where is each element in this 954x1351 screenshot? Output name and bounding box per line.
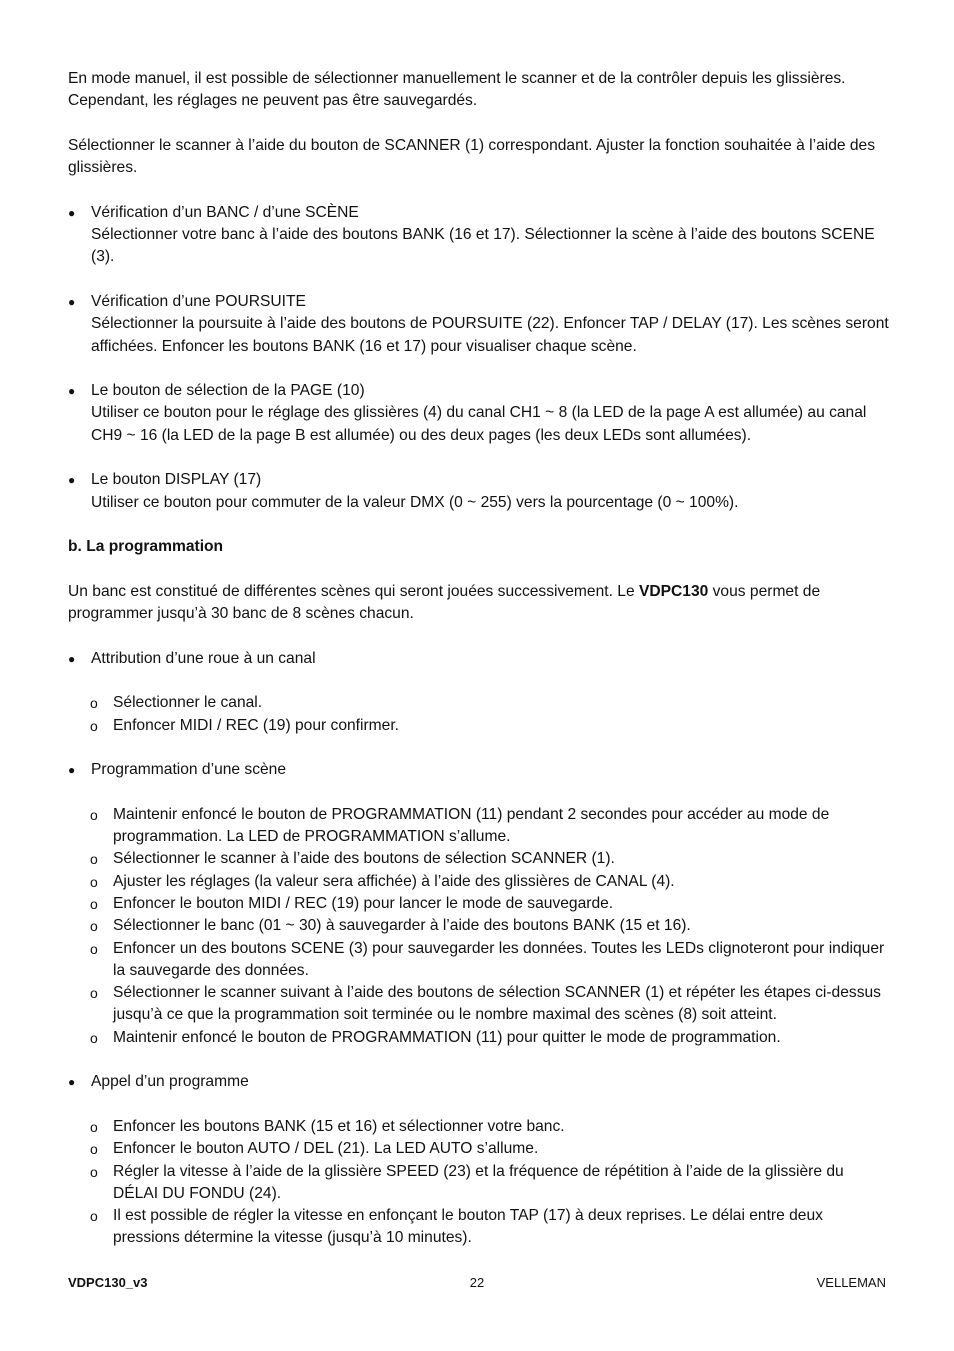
intro-paragraph-1: En mode manuel, il est possible de sélectionner manuellement le scanner et de la contrôler depuis les glissières. Cependant, les réglages ne peuvent pas être sauvegardés. <box>68 70 846 110</box>
bullet-item <box>68 648 890 670</box>
bullet-text: Sélectionner votre banc à l’aide des boutons BANK (16 et 17). Sélectionner la scène à l’aide des boutons SCENE (3). <box>91 226 875 266</box>
sub-step <box>68 1027 890 1049</box>
bullet-title: Attribution d’une roue à un canal <box>91 649 316 667</box>
sub-step-text: Sélectionner le canal. <box>113 694 263 712</box>
spacer <box>68 782 890 804</box>
sub-step <box>68 893 890 915</box>
spacer <box>68 1094 890 1116</box>
bullet-title: Le bouton de sélection de la PAGE (10) <box>91 382 365 400</box>
product-name: VDPC130 <box>638 582 709 600</box>
section-intro-text-end: vous permet de programmer jusqu’à 30 banc de 8 scènes chacun. <box>68 582 821 623</box>
bullet-item <box>68 380 890 447</box>
sub-step <box>68 848 890 870</box>
sub-step-text: Enfoncer le bouton MIDI / REC (19) pour lancer le mode de sauvegarde. <box>113 894 614 912</box>
spacer <box>68 1049 890 1071</box>
manual-items <box>68 202 890 536</box>
circle-bullet-icon: o <box>90 695 98 712</box>
circle-bullet-icon: o <box>90 873 98 890</box>
sub-step-text: Régler la vitesse à l’aide de la glissière SPEED (23) et la fréquence de répétition à l’aide de la glissière du DÉLAI DU FONDU (24). <box>113 1162 844 1202</box>
circle-bullet-icon: o <box>90 1118 98 1135</box>
circle-bullet-icon: o <box>90 717 98 734</box>
sub-step <box>68 692 890 714</box>
sub-step <box>68 1138 890 1160</box>
circle-bullet-icon: o <box>90 806 98 823</box>
sub-step-text: Enfoncer MIDI / REC (19) pour confirmer. <box>113 716 399 734</box>
bullet-item <box>68 1071 890 1093</box>
bullet-title: Vérification d’un BANC / d’une SCÈNE <box>91 203 359 221</box>
sub-step-text: Maintenir enfoncé le bouton de PROGRAMMATION (11) pour quitter le mode de programmation. <box>113 1028 781 1046</box>
spacer <box>68 447 890 469</box>
spacer <box>68 514 890 536</box>
circle-bullet-icon: o <box>90 985 98 1002</box>
bullet-dot-icon: ● <box>68 473 76 488</box>
circle-bullet-icon: o <box>90 918 98 935</box>
sub-step-text: Enfoncer les boutons BANK (15 et 16) et sélectionner votre banc. <box>113 1117 565 1135</box>
sub-step <box>68 715 890 737</box>
footer-model: VDPC130_v3 <box>68 1275 148 1290</box>
sub-step-text: Sélectionner le banc (01 ~ 30) à sauvegarder à l’aide des boutons BANK (15 et 16). <box>113 917 691 935</box>
sub-step <box>68 1205 890 1250</box>
bullet-dot-icon: ● <box>68 651 76 666</box>
sub-step-text: Il est possible de régler la vitesse en enfonçant le bouton TAP (17) à deux reprises. Le délai entre deux pressions détermine la vitesse (jusqu’à 10 minutes). <box>113 1207 823 1247</box>
sub-step-text: Sélectionner le scanner suivant à l’aide des boutons de sélection SCANNER (1) et répéter les étapes ci-dessus jusqu’à ce que la programmation soit terminée ou le nombre maximal des scènes (8) soit atteint. <box>113 984 881 1024</box>
page-number: 22 <box>469 1275 485 1290</box>
bullet-dot-icon: ● <box>68 763 76 778</box>
bullet-title: Le bouton DISPLAY (17) <box>91 471 262 489</box>
sub-step <box>68 982 890 1027</box>
bullet-item <box>68 291 890 358</box>
bullet-dot-icon: ● <box>68 294 76 309</box>
circle-bullet-icon: o <box>90 895 98 912</box>
sub-step <box>68 915 890 937</box>
sub-step <box>68 1161 890 1206</box>
bullet-title: Vérification d’une POURSUITE <box>91 292 306 310</box>
section-intro-text: Un banc est constitué de différentes scènes qui seront jouées successivement. Le <box>68 582 639 600</box>
spacer <box>68 269 890 291</box>
sub-step <box>68 938 890 983</box>
footer-brand: VELLEMAN <box>816 1275 886 1290</box>
bullet-item <box>68 469 890 514</box>
sub-step <box>68 804 890 849</box>
circle-bullet-icon: o <box>90 940 98 957</box>
bullet-title: Programmation d’une scène <box>91 761 287 779</box>
bullet-text: Utiliser ce bouton pour le réglage des glissières (4) du canal CH1 ~ 8 (la LED de la page A est allumée) au canal CH9 ~ 16 (la LED de la page B est allumée) ou des deux pages (les deux LEDs sont allumées). <box>91 404 867 444</box>
circle-bullet-icon: o <box>90 1141 98 1158</box>
circle-bullet-icon: o <box>90 1163 98 1180</box>
spacer <box>68 670 890 692</box>
sub-step-text: Maintenir enfoncé le bouton de PROGRAMMATION (11) pendant 2 secondes pour accéder au mode de programmation. La LED de PROGRAMMATION s’allume. <box>113 805 830 846</box>
sub-step <box>68 1116 890 1138</box>
sub-step-text: Enfoncer un des boutons SCENE (3) pour sauvegarder les données. Toutes les LEDs clignoteront pour indiquer la sauvegarde des données. <box>113 939 885 979</box>
circle-bullet-icon: o <box>90 1208 98 1225</box>
bullet-dot-icon: ● <box>68 384 76 399</box>
section-heading: b. La programmation <box>68 538 224 556</box>
spacer <box>68 737 890 759</box>
circle-bullet-icon: o <box>90 851 98 868</box>
bullet-title: Appel d’un programme <box>91 1073 249 1091</box>
bullet-item <box>68 202 890 269</box>
sub-step-text: Ajuster les réglages (la valeur sera affichée) à l’aide des glissières de CANAL (4). <box>113 872 675 890</box>
bullet-dot-icon: ● <box>68 1075 76 1090</box>
intro-paragraph-2: Sélectionner le scanner à l’aide du bouton de SCANNER (1) correspondant. Ajuster la fonction souhaitée à l’aide des glissières. <box>68 136 876 177</box>
sub-step-text: Sélectionner le scanner à l’aide des boutons de sélection SCANNER (1). <box>113 850 615 868</box>
bullet-text: Sélectionner la poursuite à l’aide des boutons de POURSUITE (22). Enfoncer TAP / DELAY (17). Les scènes seront affichées. Enfoncer les boutons BANK (16 et 17) pour visualiser chaque scène. <box>91 315 889 355</box>
bullet-text: Utiliser ce bouton pour commuter de la valeur DMX (0 ~ 255) vers la pourcentage (0 ~ 100%). <box>91 493 739 511</box>
section-intro <box>68 581 890 626</box>
bullet-item <box>68 759 890 781</box>
sub-step <box>68 871 890 893</box>
page-content <box>68 68 890 1250</box>
programming-groups <box>68 648 890 1250</box>
sub-step-text: Enfoncer le bouton AUTO / DEL (21). La LED AUTO s’allume. <box>113 1140 539 1158</box>
bullet-dot-icon: ● <box>68 205 76 220</box>
spacer <box>68 358 890 380</box>
circle-bullet-icon: o <box>90 1029 98 1046</box>
